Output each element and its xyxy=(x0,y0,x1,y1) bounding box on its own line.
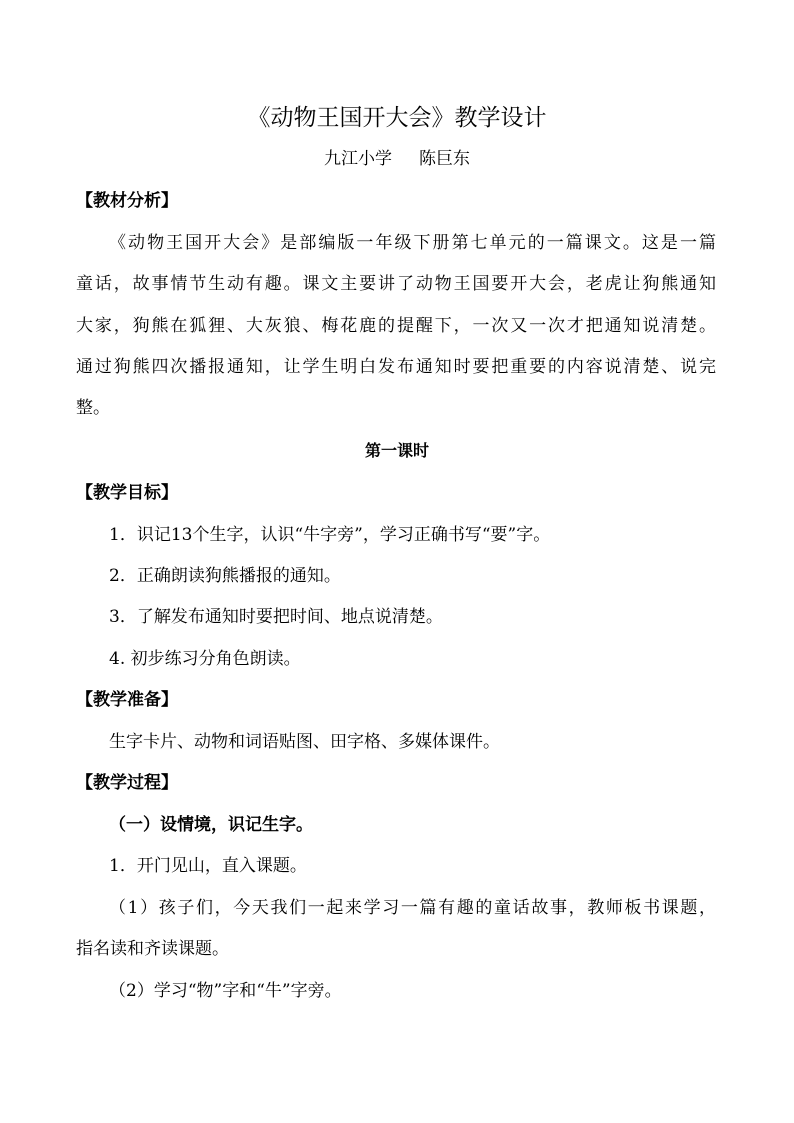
analysis-line-2: 童话，故事情节生动有趣。课文主要讲了动物王国要开大会，老虎让狗熊通知 xyxy=(76,274,716,294)
process-heading: 【教学过程】 xyxy=(76,773,178,793)
process-step-1: 1．开门见山，直入课题。 xyxy=(109,856,307,876)
goal-item-4: 4. 初步练习分角色朗读。 xyxy=(109,649,301,669)
process-item-1-line-2: 指名读和齐读课题。 xyxy=(76,939,229,959)
analysis-line-1: 《动物王国开大会》是部编版一年级下册第七单元的一篇课文。这是一篇 xyxy=(109,233,716,253)
process-item-1-line-1: （1）孩子们，今天我们一起来学习一篇有趣的童话故事，教师板书课题， xyxy=(109,898,716,918)
goal-item-1: 1．识记13个生字，认识“牛字旁”，学习正确书写“要”字。 xyxy=(109,525,551,545)
lesson-heading: 第一课时 xyxy=(364,441,429,460)
preparation-text: 生字卡片、动物和词语贴图、田字格、多媒体课件。 xyxy=(109,732,500,752)
author-line: 九江小学 陈巨东 xyxy=(323,149,471,169)
goals-heading: 【教学目标】 xyxy=(76,483,178,503)
preparation-heading: 【教学准备】 xyxy=(76,690,178,710)
process-sub-heading: （一）设情境，识记生字。 xyxy=(109,815,313,835)
analysis-line-4: 通过狗熊四次播报通知，让学生明白发布通知时要把重要的内容说清楚、说完 xyxy=(76,357,716,377)
goal-item-2: 2．正确朗读狗熊播报的通知。 xyxy=(109,566,341,586)
document-title: 《动物王国开大会》教学设计 xyxy=(247,105,547,131)
analysis-line-3: 大家，狗熊在狐狸、大灰狼、梅花鹿的提醒下，一次又一次才把通知说清楚。 xyxy=(76,316,716,336)
process-item-2: （2）学习“物”字和“牛”字旁。 xyxy=(109,981,342,1001)
analysis-heading: 【教材分析】 xyxy=(76,191,178,211)
analysis-line-5: 整。 xyxy=(76,398,110,418)
goal-item-3: 3．了解发布通知时要把时间、地点说清楚。 xyxy=(109,607,443,627)
